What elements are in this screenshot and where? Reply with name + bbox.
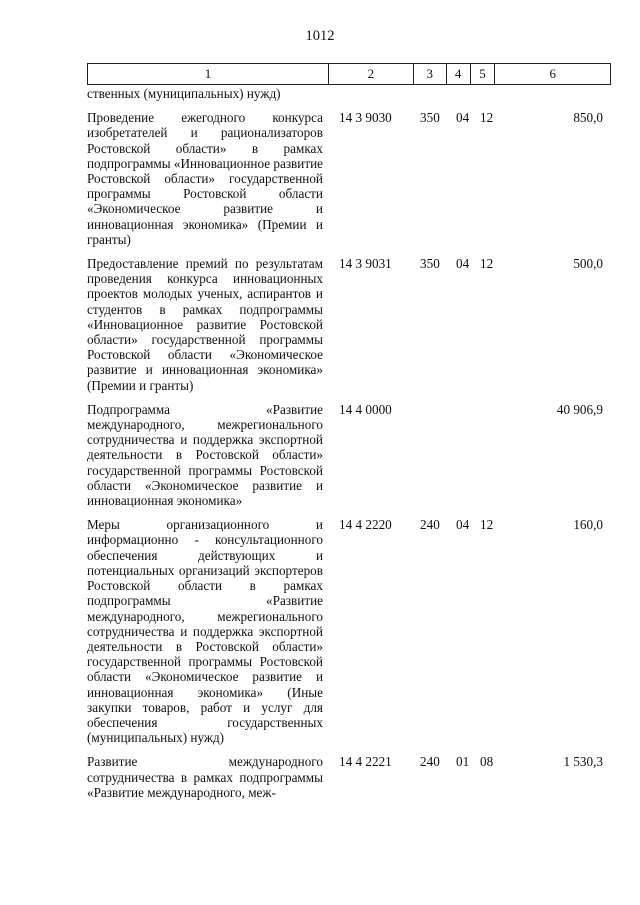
header-col-5: 5 bbox=[470, 64, 495, 84]
row-code: 14 4 2221 bbox=[339, 754, 392, 770]
header-col-1: 1 bbox=[204, 66, 212, 81]
row-vr: 240 bbox=[420, 754, 440, 770]
row-sum: 40 906,9 bbox=[556, 401, 603, 417]
row-sum: 850,0 bbox=[573, 110, 603, 126]
table-row bbox=[87, 256, 617, 393]
row-code: 14 3 9031 bbox=[339, 256, 392, 272]
table-row bbox=[87, 754, 617, 800]
row-vr: 350 bbox=[420, 256, 440, 272]
row-pr: 08 bbox=[480, 754, 494, 770]
row-description: ственных (муниципальных) нужд) bbox=[87, 86, 281, 101]
header-col-6: 6 bbox=[494, 64, 610, 84]
row-rz: 04 bbox=[456, 517, 470, 533]
row-code: 14 3 9030 bbox=[339, 110, 392, 126]
row-rz: 04 bbox=[456, 110, 470, 126]
row-sum: 160,0 bbox=[573, 517, 603, 533]
page-number: 1012 bbox=[305, 28, 335, 44]
row-description: Проведение ежегодного конкурса изобретателей и рационализаторов Ростовской области» в рамках подпрограммы «Инновационное развитие Ростовской области» государственной программы Ростовской области «Экономическое развитие и инновационная экономика» (Премии и гранты) bbox=[87, 110, 324, 247]
table-body bbox=[87, 86, 617, 809]
table-header bbox=[87, 63, 611, 85]
table-row bbox=[87, 517, 617, 745]
table-row bbox=[87, 402, 617, 508]
row-rz: 01 bbox=[456, 754, 470, 770]
table-row bbox=[87, 110, 617, 247]
header-col-4: 4 bbox=[446, 64, 470, 84]
row-code: 14 4 2220 bbox=[339, 517, 392, 533]
row-code: 14 4 0000 bbox=[339, 401, 392, 417]
row-description: Подпрограмма «Развитие международного, межрегионального сотрудничества и поддержка экспортной деятельности в Ростовской области» государственной программы Ростовской области «Экономическое развитие и инновационная экономика» bbox=[87, 401, 323, 509]
row-description: Меры организационного и информационно - консультационного обеспечения действующих и потенциальных организаций экспортеров Ростовской области в рамках подпрограммы «Развитие международного, межрегионального сотрудничества и поддержка экспортной деятельности в Ростовской области» государственной программы Ростовской области «Экономическое развитие и инновационная экономика» (Иные закупки товаров, работ и услуг для обеспечения государственных (муниципальных) нужд) bbox=[87, 517, 323, 746]
header-col-3: 3 bbox=[413, 64, 446, 84]
row-sum: 500,0 bbox=[573, 256, 603, 272]
header-col-2: 2 bbox=[328, 64, 413, 84]
row-pr: 12 bbox=[480, 256, 494, 272]
row-sum: 1 530,3 bbox=[563, 754, 603, 770]
row-description: Развитие международного сотрудничества в рамках подпрограммы «Развитие международного, меж- bbox=[87, 754, 323, 800]
row-pr: 12 bbox=[480, 517, 494, 533]
row-vr: 240 bbox=[420, 517, 440, 533]
row-pr: 12 bbox=[480, 110, 494, 126]
row-description: Предоставление премий по результатам проведения конкурса инновационных проектов молодых ученых, аспирантов и студентов в рамках подпрограммы «Инновационное развитие Ростовской области» государственной программы Ростовской области «Экономическое развитие и инновационная экономика» (Премии и гранты) bbox=[87, 256, 323, 393]
row-vr: 350 bbox=[420, 110, 440, 126]
row-rz: 04 bbox=[456, 256, 470, 272]
table-row bbox=[87, 86, 617, 101]
